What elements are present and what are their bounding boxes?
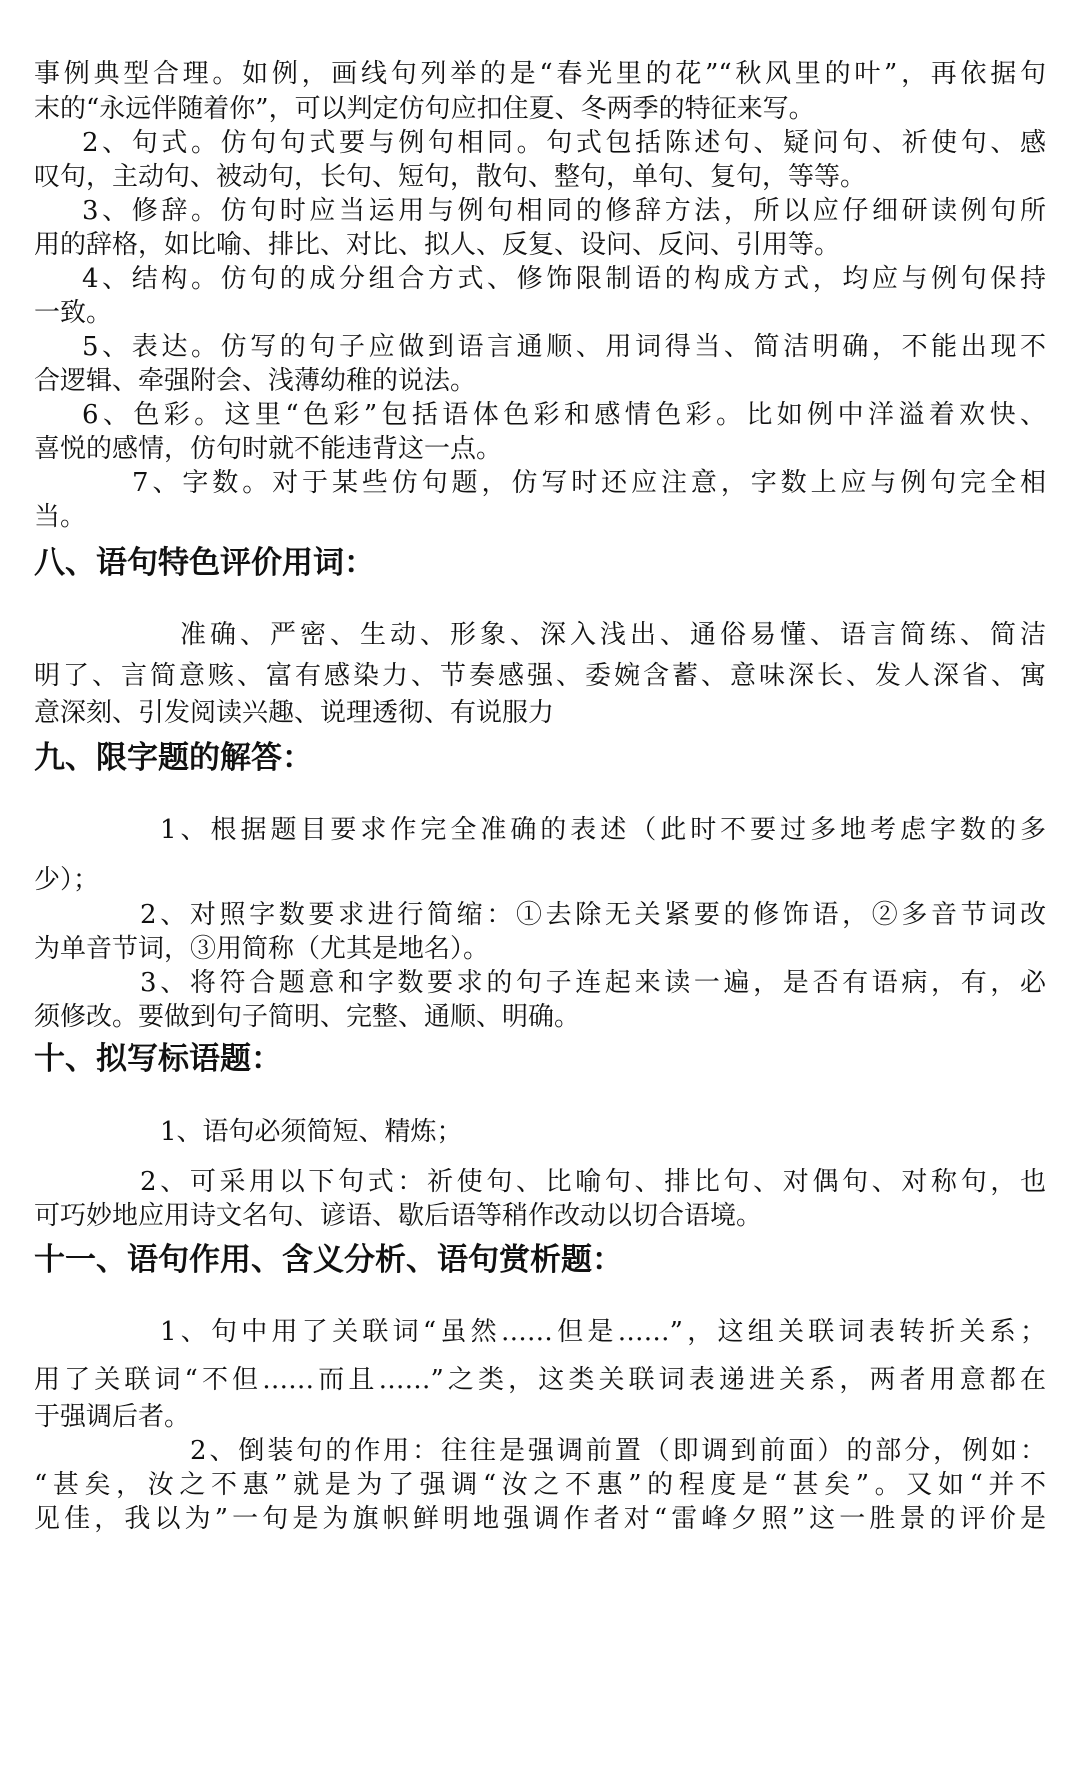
text-line: 须修改。要做到句子简明、完整、通顺、明确。 (34, 1002, 581, 1032)
section-heading-8: 八、语句特色评价用词： (34, 545, 375, 581)
text-line: 喜悦的感情，仿句时就不能违背这一点。 (34, 434, 503, 464)
text-line: 5、表达。仿写的句子应做到语言通顺、用词得当、简洁明确，不能出现不 (82, 332, 1046, 362)
text-line: 可巧妙地应用诗文名句、谚语、歇后语等稍作改动以切合语境。 (34, 1201, 763, 1231)
text-line: 合逻辑、牵强附会、浅薄幼稚的说法。 (34, 366, 477, 396)
text-line: 3、将符合题意和字数要求的句子连起来读一遍，是否有语病，有，必 (140, 968, 1046, 998)
text-line: 2、可采用以下句式：祈使句、比喻句、排比句、对偶句、对称句，也 (140, 1167, 1046, 1197)
text-line: 准确、严密、生动、形象、深入浅出、通俗易懂、语言简练、简洁 (180, 620, 1046, 650)
text-line: 6、色彩。这里“色彩”包括语体色彩和感情色彩。比如例中洋溢着欢快、 (82, 400, 1046, 430)
text-line: 3、修辞。仿句时应当运用与例句相同的修辞方法，所以应仔细研读例句所 (82, 196, 1046, 226)
text-line: 事例典型合理。如例，画线句列举的是“春光里的花”“秋风里的叶”，再依据句 (34, 59, 1046, 89)
text-line: 1、根据题目要求作完全准确的表述（此时不要过多地考虑字数的多 (160, 815, 1046, 845)
text-line: 明了、言简意赅、富有感染力、节奏感强、委婉含蓄、意味深长、发人深省、寓 (34, 661, 1046, 691)
text-line: “甚矣，汝之不惠”就是为了强调“汝之不惠”的程度是“甚矣”。又如“并不 (34, 1470, 1046, 1500)
text-line: 末的“永远伴随着你”，可以判定仿句应扣住夏、冬两季的特征来写。 (34, 94, 815, 124)
text-line: 当。 (34, 502, 87, 532)
section-heading-11: 十一、语句作用、含义分析、语句赏析题： (34, 1242, 623, 1278)
text-line: 7、字数。对于某些仿句题，仿写时还应注意，字数上应与例句完全相 (132, 468, 1046, 498)
text-line: 2、倒装句的作用：往往是强调前置（即调到前面）的部分，例如： (190, 1436, 1046, 1466)
text-line: 见佳，我以为”一句是为旗帜鲜明地强调作者对“雷峰夕照”这一胜景的评价是 (34, 1504, 1046, 1534)
text-line: 一致。 (34, 298, 113, 328)
text-line: 2、句式。仿句句式要与例句相同。句式包括陈述句、疑问句、祈使句、感 (82, 128, 1046, 158)
section-heading-9: 九、限字题的解答： (34, 740, 313, 776)
text-line: 少）； (34, 865, 100, 895)
text-line: 于强调后者。 (34, 1402, 191, 1432)
section-heading-10: 十、拟写标语题： (34, 1041, 282, 1077)
text-line: 意深刻、引发阅读兴趣、说理透彻、有说服力 (34, 698, 555, 728)
text-line: 叹句，主动句、被动句，长句、短句，散句、整句，单句、复句，等等。 (34, 162, 867, 192)
text-line: 1、句中用了关联词“虽然……但是……”，这组关联词表转折关系； (160, 1317, 1046, 1347)
text-line: 1、语句必须简短、精炼； (160, 1117, 463, 1147)
text-line: 用了关联词“不但……而且……”之类，这类关联词表递进关系，两者用意都在 (34, 1365, 1046, 1395)
text-line: 为单音节词，③用简称（尤其是地名）。 (34, 934, 490, 964)
text-line: 用的辞格，如比喻、排比、对比、拟人、反复、设问、反问、引用等。 (34, 230, 841, 260)
text-line: 2、对照字数要求进行简缩：①去除无关紧要的修饰语，②多音节词改 (140, 900, 1046, 930)
text-line: 4、结构。仿句的成分组合方式、修饰限制语的构成方式，均应与例句保持 (82, 264, 1046, 294)
